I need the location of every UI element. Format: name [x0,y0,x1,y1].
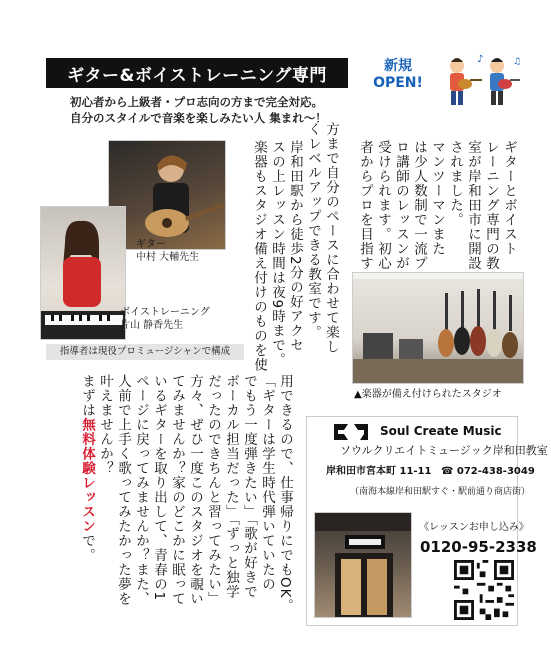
article-top-col-10: 方まで自分のペースに合わせて楽し [323,122,339,354]
studio-photo [352,272,524,384]
voice-role: ボイストレーニング [120,307,210,318]
new-open-badge [368,58,428,92]
article-bottom-col-2: 「ギターは学生時代弾いていたの [259,374,275,592]
article-top-col-8: 受けられます。初心 [375,140,391,271]
article-bottom-col-10: 人前で上手く歌ってみたかった夢を [115,374,131,606]
article-bottom-col-4: ボーカル担当だった」「ずっと独学 [223,374,239,600]
guitar-name: 中村 大輔先生 [136,252,200,263]
article-bottom-col-6: 方々、ぜひ一度このスタジオを覗い [187,374,203,606]
guitar-teacher-caption [136,238,199,264]
intro-line-2: 自分のスタイルで音楽を楽しみたい人 集まれ〜！ [70,111,327,125]
header-title: ギター&ボイストレーニング専門 [46,58,348,88]
band-illustration-icon [437,52,523,110]
voice-teacher-caption [120,306,210,332]
article-bottom-col-12 [78,374,96,563]
article-bottom-col-9: ページに戻ってみませんか？また、 [133,374,149,606]
article-top-col-2: レーニング専門の教 [483,140,499,271]
voice-teacher-photo [40,206,126,340]
toll-free-number[interactable]: 0120-95-2338 [420,538,537,556]
business-access: （南海本線岸和田駅すぐ・駅前通り商店街） [350,487,531,497]
article-bottom-col-7: てみませんか？家のどこかに眠って [169,374,185,606]
free-trial-prefix: まずは [79,374,95,418]
article-bottom-col-8: いるギターを取り出して、青春の1 [151,374,167,602]
instructor-note: 指導者は現役プロミュージシャンで構成 [46,344,244,360]
free-trial-highlight: 無料体験レッスン [79,417,95,534]
business-address: 岸和田市宮本町 11-11 [326,466,432,477]
new-open-line2: OPEN! [373,75,423,91]
article-top-col-4: されました。 [447,140,463,227]
free-trial-suffix: で。 [79,533,95,563]
article-top-col-7: ロ講師のレッスンが [393,140,409,271]
article-top-col-3: 室が岸和田市に開設 [465,140,481,271]
article-top-col-9: 者からプロを目指す [357,140,373,271]
article-top-col-1: ギターとボイスト [501,140,517,256]
svg-text:♪: ♪ [477,54,484,65]
article-bottom-col-1: 用できるので、仕事帰りにでもOK。 [277,374,293,613]
qr-code-icon[interactable] [454,560,514,620]
guitar-role: ギター [136,239,166,250]
article-top-col-14: 楽器もスタジオ備え付けのものを使 [251,140,267,372]
intro-line-1: 初心者から上級者・プロ志向の方まで完全対応。 [70,95,323,109]
business-name: Soul Create Music [380,424,502,438]
svg-text:♫: ♫ [513,57,522,67]
new-open-line1: 新規 [384,58,412,74]
article-top-col-11: くレベルアップできる教室です。 [305,122,321,340]
studio-caption: ▲楽器が備え付けられたスタジオ [354,389,502,400]
article-bottom-col-11: 叶えませんか？ [97,374,113,476]
business-phone: ☎ 072-438-3049 [440,466,535,477]
logo-icon [330,422,372,442]
article-bottom-col-3: でもう一度弾きたい」「歌が好きで [241,374,257,600]
business-address-line [326,462,535,477]
intro-text [70,94,400,126]
shop-front-photo [314,512,412,618]
article-top-col-13: スの上レッスン時間は夜9時まで。 [269,140,285,368]
lesson-request-label: 《レッスンお申し込み》 [419,522,529,533]
voice-name: 片山 静香先生 [120,320,184,331]
business-name-jp: ソウルクリエイトミュージック岸和田教室 [340,444,548,457]
article-top-col-5: マンツーマンまた [429,140,445,256]
article-top-col-6: は少人数制で一流プ [411,140,427,271]
article-top-col-12: 岸和田駅から徒歩2分の好アクセ [287,140,303,353]
article-bottom-col-5: だったのできちんと習ってみたい」 [205,374,221,606]
